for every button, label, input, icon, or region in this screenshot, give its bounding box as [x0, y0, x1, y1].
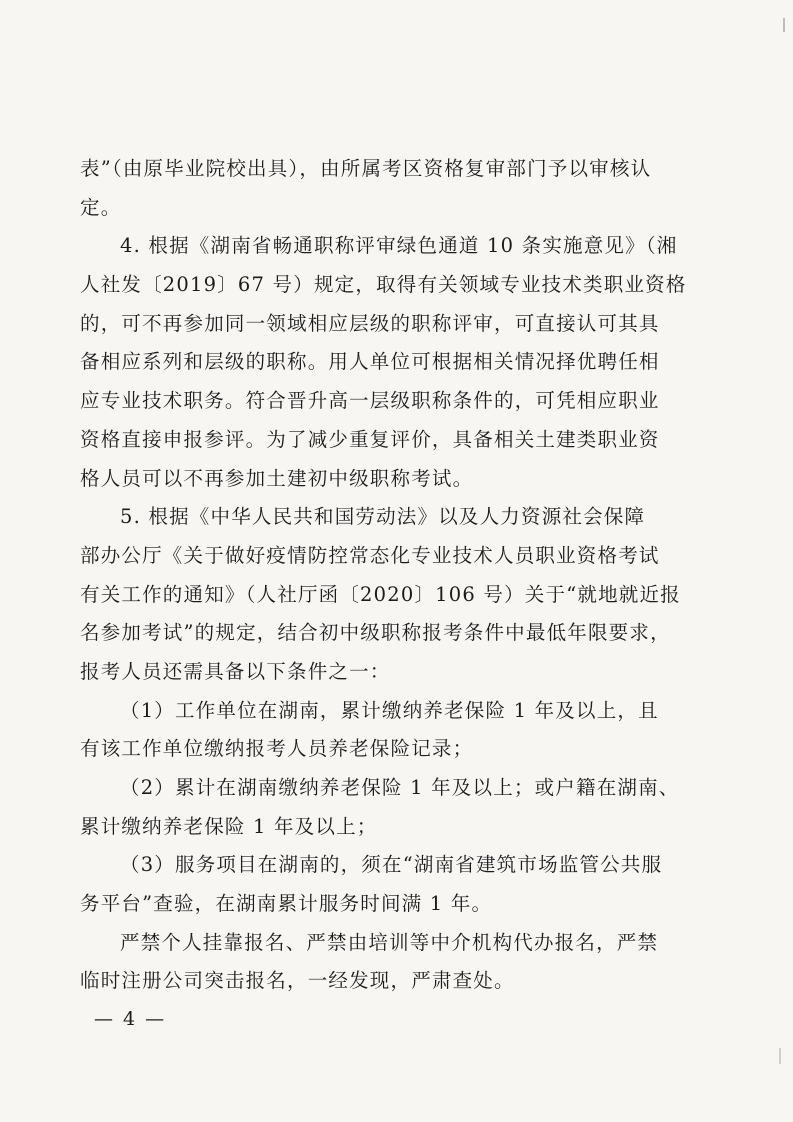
paragraph-4-line: 资格直接申报参评。为了减少重复评价，具备相关土建类职业资 — [80, 427, 660, 451]
condition-2-line: 累计缴纳养老保险 1 年及以上； — [80, 814, 378, 838]
paragraph-5-line: 5. 根据《中华人民共和国劳动法》以及人力资源社会保障 — [120, 505, 646, 529]
prohibition-line: 临时注册公司突击报名，一经发现，严肃查处。 — [80, 969, 515, 993]
page-number: — 4 — — [94, 1008, 167, 1030]
condition-3-line: （3）服务项目在湖南的，须在“湖南省建筑市场监管公共服 — [120, 853, 663, 877]
text-line: 表”（由原毕业院校出具），由所属考区资格复审部门予以审核认 — [80, 157, 652, 180]
paragraph-5-line: 报考人员还需具备以下条件之一： — [80, 659, 391, 683]
document-body — [80, 150, 695, 1001]
text-line: 定。 — [80, 195, 122, 219]
paragraph-4-line: 应专业技术职务。符合晋升高一层级职称条件的，可凭相应职业 — [80, 389, 660, 413]
paragraph-5-line: 名参加考试”的规定，结合初中级职称报考条件中最低年限要求， — [80, 621, 671, 645]
paragraph-5-line: 部办公厅《关于做好疫情防控常态化专业技术人员职业资格考试 — [80, 543, 660, 567]
prohibition-line: 严禁个人挂靠报名、严禁由培训等中介机构代办报名，严禁 — [120, 930, 659, 954]
condition-1-line: （1）工作单位在湖南，累计缴纳养老保险 1 年及以上，且 — [120, 698, 659, 722]
paragraph-4-line: 人社发〔2019〕67 号）规定，取得有关领域专业技术类职业资格 — [80, 273, 687, 297]
scan-mark — [779, 1048, 781, 1064]
scan-mark — [783, 18, 785, 32]
paragraph-4-line: 备相应系列和层级的职称。用人单位可根据相关情况择优聘任相 — [80, 350, 660, 374]
condition-3-line: 务平台”查验，在湖南累计服务时间满 1 年。 — [80, 892, 493, 916]
paragraph-5-line: 有关工作的通知》（人社厅函〔2020〕106 号）关于“就地就近报 — [80, 582, 681, 606]
paragraph-4-line: 的，可不再参加同一领域相应层级的职称评审，可直接认可其具 — [80, 311, 660, 335]
paragraph-4-line: 4. 根据《湖南省畅通职称评审绿色通道 10 条实施意见》（湘 — [120, 234, 678, 258]
condition-1-line: 有该工作单位缴纳报考人员养老保险记录； — [80, 737, 474, 761]
condition-2-line: （2）累计在湖南缴纳养老保险 1 年及以上；或户籍在湖南、 — [120, 776, 680, 799]
paragraph-4-line: 格人员可以不再参加土建初中级职称考试。 — [80, 466, 474, 490]
